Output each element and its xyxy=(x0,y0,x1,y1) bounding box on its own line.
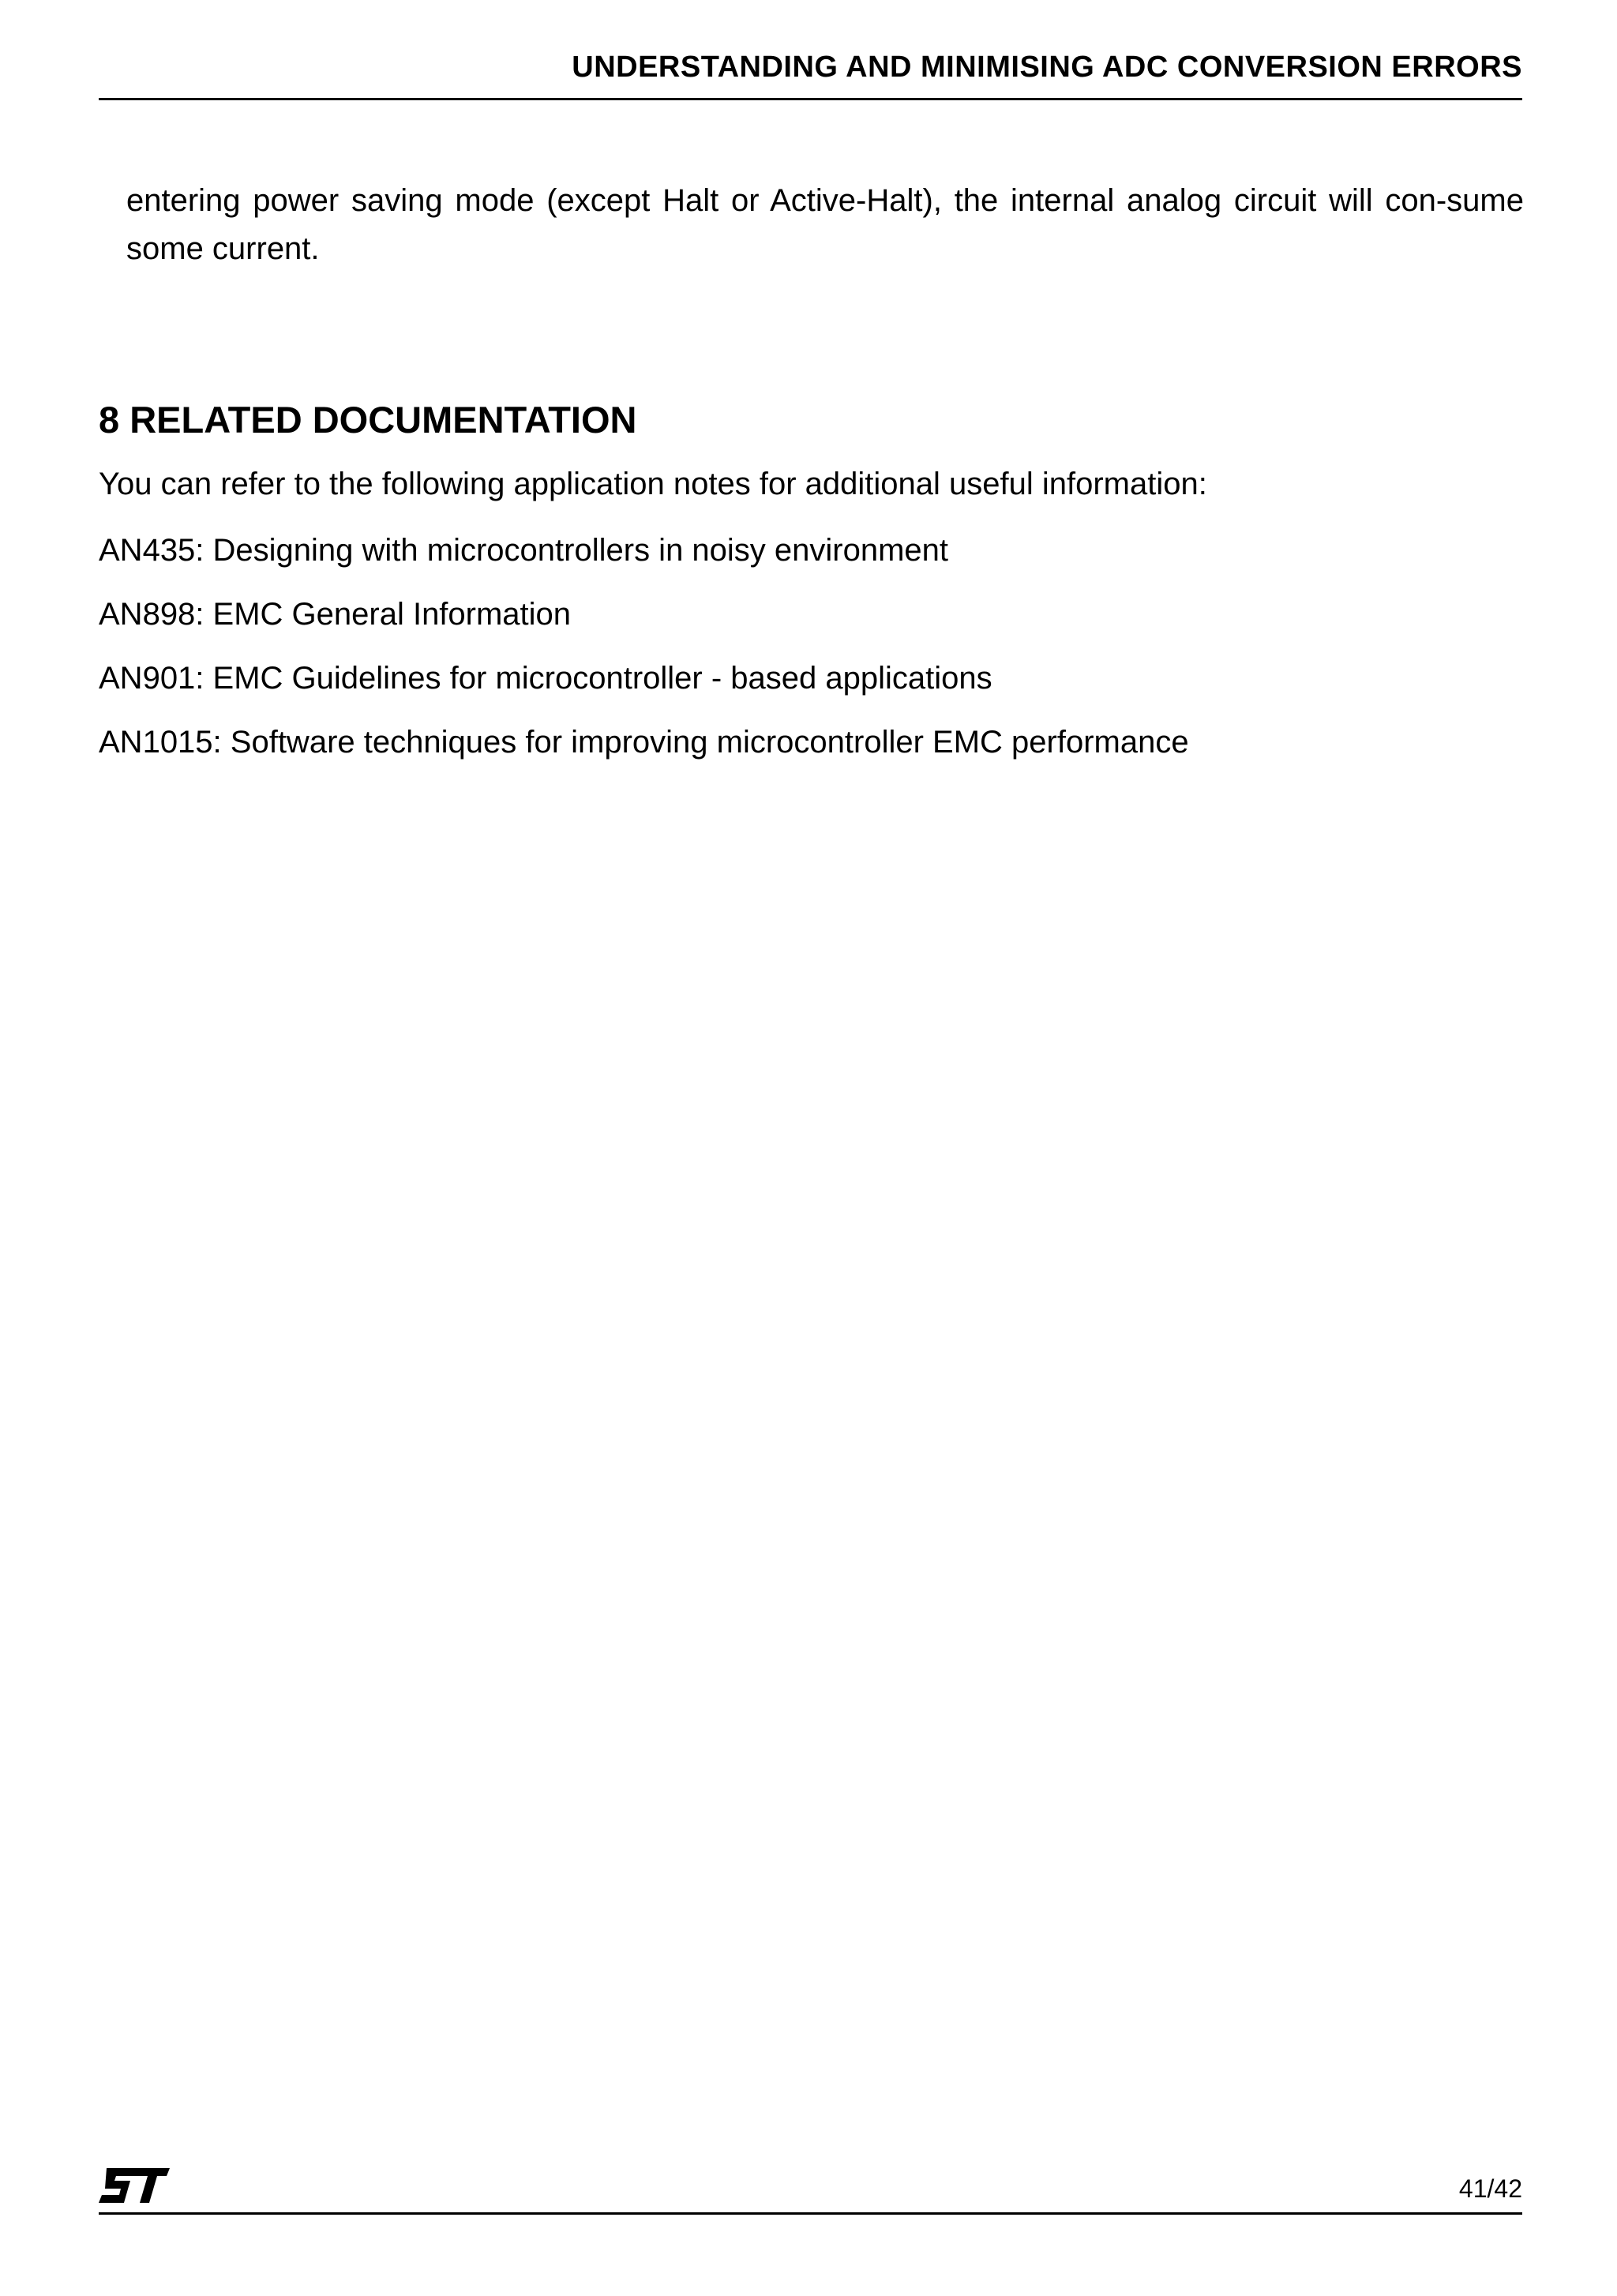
section-intro: You can refer to the following application notes for additional useful information: xyxy=(99,467,1207,501)
document-item: AN1015: Software techniques for improving microcontroller EMC performance xyxy=(99,725,1189,760)
related-documents-list xyxy=(99,531,1189,787)
page-number: 41/42 xyxy=(1458,2174,1522,2203)
section-heading: 8 RELATED DOCUMENTATION xyxy=(99,399,637,441)
st-logo xyxy=(99,2163,170,2211)
document-item: AN898: EMC General Information xyxy=(99,597,572,632)
footer-divider xyxy=(99,2212,1522,2215)
running-header-title: UNDERSTANDING AND MINIMISING ADC CONVERSION ERRORS xyxy=(572,51,1522,84)
document-item: AN901: EMC Guidelines for microcontroller - based applications xyxy=(99,661,992,696)
document-item: AN435: Designing with microcontrollers in noisy environment xyxy=(99,533,949,568)
continuation-paragraph: entering power saving mode (except Halt or Active-Halt), the internal analog circuit will con-sume some current. xyxy=(126,183,1524,266)
header-divider xyxy=(99,98,1522,100)
